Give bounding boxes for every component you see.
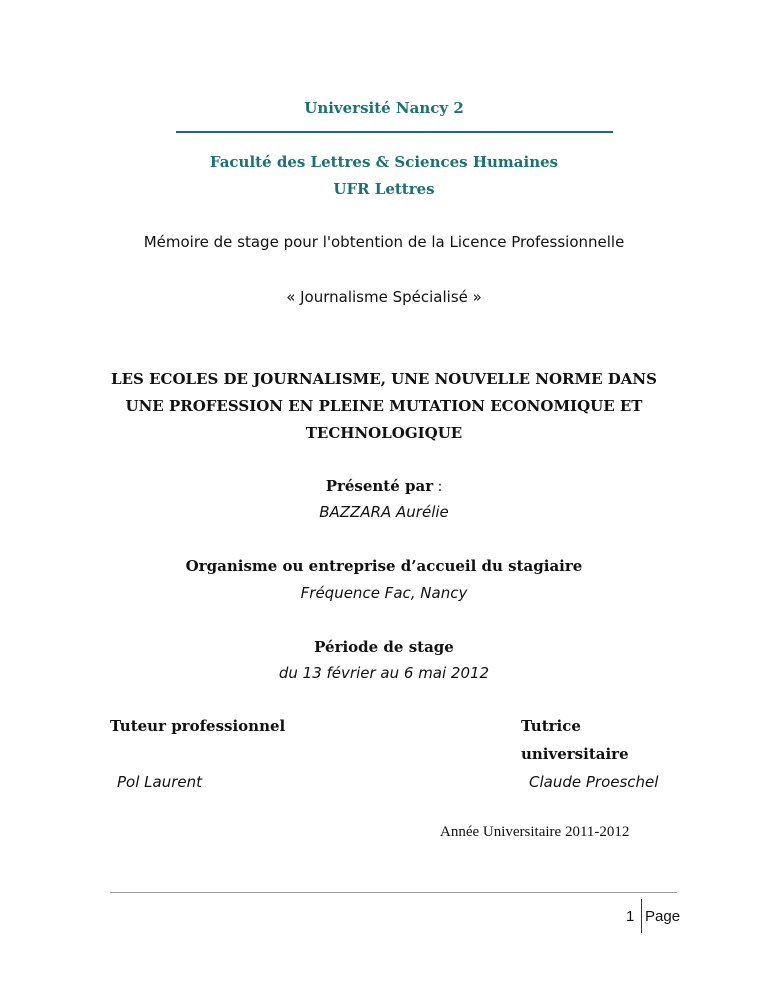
header-divider bbox=[176, 131, 613, 133]
university-tutor-label-line-2: universitaire bbox=[521, 745, 629, 763]
page-label: Page bbox=[645, 908, 681, 925]
memoire-specialty: « Journalisme Spécialisé » bbox=[286, 288, 482, 306]
page-number: 1 bbox=[626, 908, 635, 925]
footer-divider bbox=[110, 892, 677, 893]
period-label: Période de stage bbox=[314, 638, 454, 656]
university-name: Université Nancy 2 bbox=[304, 99, 464, 117]
memoire-intro: Mémoire de stage pour l'obtention de la Licence Professionnelle bbox=[143, 233, 625, 251]
academic-year: Année Universitaire 2011-2012 bbox=[440, 824, 630, 840]
thesis-title-line-1: LES ECOLES DE JOURNALISME, UNE NOUVELLE NORME DANS bbox=[111, 370, 657, 388]
faculty-name: Faculté des Lettres & Sciences Humaines bbox=[209, 153, 559, 171]
presenter-name: BAZZARA Aurélie bbox=[319, 503, 449, 521]
period-value: du 13 février au 6 mai 2012 bbox=[278, 664, 490, 682]
professional-tutor-name: Pol Laurent bbox=[117, 773, 202, 791]
page-number-separator bbox=[641, 899, 642, 933]
host-label: Organisme ou entreprise d’accueil du stagiaire bbox=[185, 557, 583, 575]
thesis-title-line-3: TECHNOLOGIQUE bbox=[305, 424, 463, 442]
professional-tutor-label: Tuteur professionnel bbox=[110, 717, 286, 735]
thesis-title-line-2: UNE PROFESSION EN PLEINE MUTATION ECONOMIQUE ET bbox=[125, 397, 643, 415]
presenter-label: Présenté par bbox=[325, 477, 434, 495]
university-tutor-name: Claude Proeschel bbox=[529, 773, 659, 791]
university-tutor-label-line-1: Tutrice bbox=[521, 717, 581, 735]
presenter-colon: : bbox=[433, 479, 443, 495]
ufr-name: UFR Lettres bbox=[333, 180, 435, 198]
presenter-heading bbox=[0, 477, 768, 496]
host-value: Fréquence Fac, Nancy bbox=[300, 584, 468, 602]
